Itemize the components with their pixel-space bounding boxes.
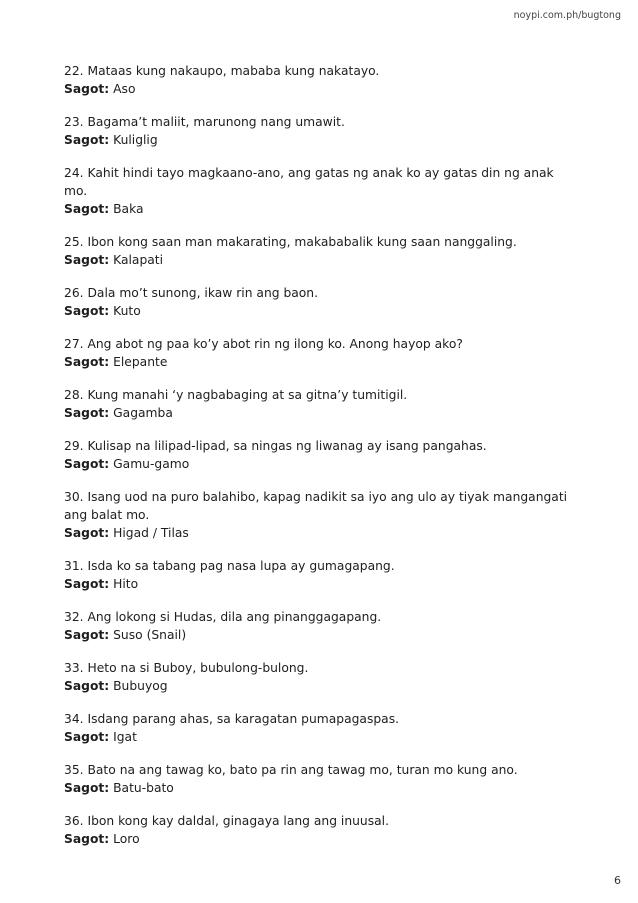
riddle-item [64, 284, 574, 320]
riddle-item [64, 710, 574, 746]
answer-label: Sagot: [64, 628, 110, 642]
riddle-answer-line [64, 728, 574, 746]
riddle-item [64, 233, 574, 269]
riddle-answer: Igat [113, 730, 137, 744]
riddle-question: 26. Dala mo’t sunong, ikaw rin ang baon. [64, 286, 319, 300]
riddle-answer-line [64, 80, 574, 98]
riddle-answer-line [64, 302, 574, 320]
riddle-answer: Baka [113, 202, 144, 216]
riddle-answer-line [64, 830, 574, 848]
riddle-question: 34. Isdang parang ahas, sa karagatan pumapagaspas. [64, 712, 400, 726]
riddle-answer-line [64, 455, 574, 473]
source-url: noypi.com.ph/bugtong [513, 10, 621, 21]
riddle-answer-line [64, 251, 574, 269]
riddle-answer: Hito [113, 577, 139, 591]
riddle-answer: Kalapati [113, 253, 164, 267]
riddle-answer-line [64, 353, 574, 371]
riddle-item [64, 608, 574, 644]
answer-label: Sagot: [64, 202, 110, 216]
riddle-question: 27. Ang abot ng paa ko’y abot rin ng ilong ko. Anong hayop ako? [64, 337, 463, 351]
riddle-answer: Aso [113, 82, 136, 96]
answer-label: Sagot: [64, 781, 110, 795]
answer-label: Sagot: [64, 730, 110, 744]
riddle-question: 24. Kahit hindi tayo magkaano-ano, ang gatas ng anak ko ay gatas din ng anak mo. [64, 166, 554, 198]
riddle-question: 32. Ang lokong si Hudas, dila ang pinanggagapang. [64, 610, 382, 624]
answer-label: Sagot: [64, 133, 110, 147]
riddle-answer-line [64, 524, 574, 542]
riddle-answer-line [64, 404, 574, 422]
riddle-item [64, 164, 574, 218]
riddle-answer: Kuliglig [113, 133, 158, 147]
riddle-item [64, 761, 574, 797]
riddle-answer-line [64, 677, 574, 695]
riddle-answer: Loro [113, 832, 140, 846]
riddle-question: 36. Ibon kong kay daldal, ginagaya lang ang inuusal. [64, 814, 389, 828]
riddle-question: 35. Bato na ang tawag ko, bato pa rin ang tawag mo, turan mo kung ano. [64, 763, 518, 777]
riddle-question: 28. Kung manahi ‘y nagbabaging at sa gitna’y tumitigil. [64, 388, 408, 402]
riddle-item [64, 659, 574, 695]
riddle-item [64, 812, 574, 848]
riddle-answer: Batu-bato [113, 781, 174, 795]
riddle-answer: Bubuyog [113, 679, 168, 693]
riddle-question: 25. Ibon kong saan man makarating, makababalik kung saan nanggaling. [64, 235, 517, 249]
riddle-item [64, 113, 574, 149]
riddle-answer: Gamu-gamo [113, 457, 190, 471]
riddle-question: 23. Bagama’t maliit, marunong nang umawit. [64, 115, 345, 129]
riddle-question: 30. Isang uod na puro balahibo, kapag nadikit sa iyo ang ulo ay tiyak mangangati ang balat mo. [64, 490, 568, 522]
answer-label: Sagot: [64, 406, 110, 420]
answer-label: Sagot: [64, 526, 110, 540]
riddle-item [64, 62, 574, 98]
riddle-question: 31. Isda ko sa tabang pag nasa lupa ay gumagapang. [64, 559, 395, 573]
riddle-answer-line [64, 626, 574, 644]
riddle-item [64, 386, 574, 422]
riddle-answer: Kuto [113, 304, 141, 318]
riddle-answer: Elepante [113, 355, 168, 369]
page-number: 6 [614, 874, 621, 887]
riddle-item [64, 557, 574, 593]
riddle-answer-line [64, 131, 574, 149]
answer-label: Sagot: [64, 832, 110, 846]
riddle-answer-line [64, 200, 574, 218]
riddle-item [64, 335, 574, 371]
answer-label: Sagot: [64, 679, 110, 693]
riddle-answer-line [64, 779, 574, 797]
riddle-question: 29. Kulisap na lilipad-lipad, sa ningas ng liwanag ay isang pangahas. [64, 439, 487, 453]
riddle-answer: Suso (Snail) [113, 628, 187, 642]
riddle-question: 22. Mataas kung nakaupo, mababa kung nakatayo. [64, 64, 380, 78]
answer-label: Sagot: [64, 355, 110, 369]
answer-label: Sagot: [64, 577, 110, 591]
riddle-list [64, 62, 574, 863]
answer-label: Sagot: [64, 457, 110, 471]
riddle-item [64, 437, 574, 473]
riddle-answer: Gagamba [113, 406, 173, 420]
answer-label: Sagot: [64, 253, 110, 267]
riddle-item [64, 488, 574, 542]
riddle-question: 33. Heto na si Buboy, bubulong-bulong. [64, 661, 309, 675]
riddle-answer-line [64, 575, 574, 593]
riddle-answer: Higad / Tilas [113, 526, 189, 540]
answer-label: Sagot: [64, 82, 110, 96]
answer-label: Sagot: [64, 304, 110, 318]
